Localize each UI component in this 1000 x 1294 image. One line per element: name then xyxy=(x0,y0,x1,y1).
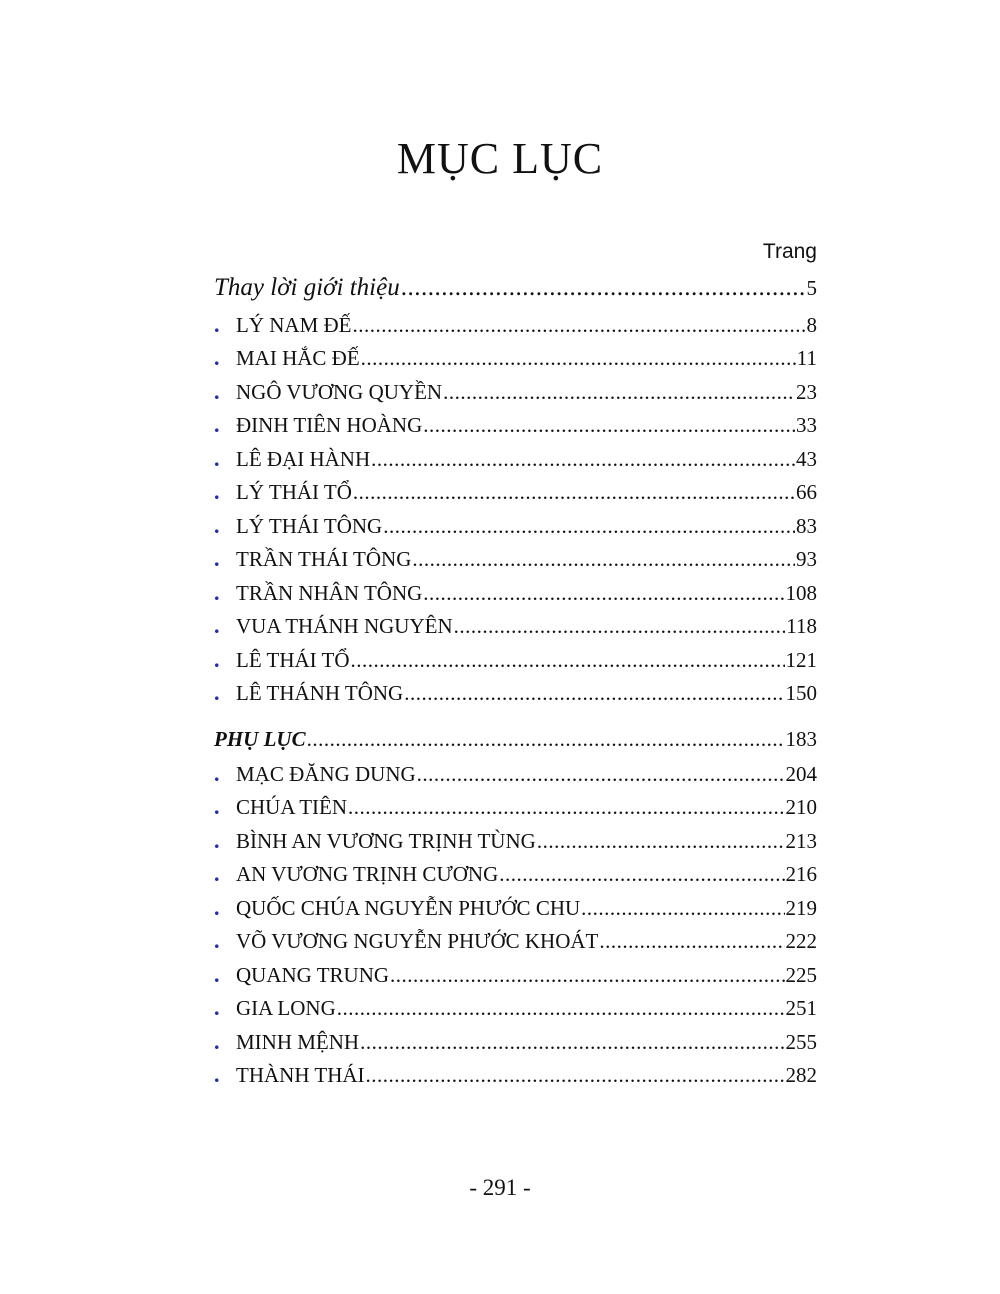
toc-entry xyxy=(214,1062,817,1088)
bullet-icon: . xyxy=(214,995,220,1020)
toc-entry xyxy=(214,613,817,639)
toc-entry-page: 66 xyxy=(796,480,817,504)
toc-entry xyxy=(214,761,817,787)
bullet-icon: . xyxy=(214,895,220,920)
toc-entry-label: LÊ THÁI TỔ xyxy=(236,648,350,672)
toc-entry-page: 210 xyxy=(785,795,817,819)
dot-leader xyxy=(366,1063,785,1088)
toc-entry-label: MINH MỆNH xyxy=(236,1030,360,1054)
toc-entry-page: 255 xyxy=(785,1030,817,1054)
page-title: MỤC LỤC xyxy=(396,134,604,183)
toc-intro-row xyxy=(214,274,817,302)
toc-entry-page: 93 xyxy=(796,547,817,571)
toc-entry-label: QUỐC CHÚA NGUYỄN PHƯỚC CHU xyxy=(236,896,581,920)
dot-leader xyxy=(401,274,806,302)
toc-entry xyxy=(214,995,817,1021)
toc-entry xyxy=(214,680,817,706)
bullet-icon: . xyxy=(214,962,220,987)
toc-entry-page: 204 xyxy=(785,762,817,786)
toc-entry-page: 222 xyxy=(785,929,817,953)
toc-entry xyxy=(214,379,817,405)
bullet-icon: . xyxy=(214,479,220,504)
dot-leader xyxy=(537,829,785,854)
toc-entry-label: VÕ VƯƠNG NGUYỄN PHƯỚC KHOÁT xyxy=(236,929,599,953)
toc-appendix-label: PHỤ LỤC xyxy=(214,727,306,751)
toc-entry xyxy=(214,312,817,338)
bullet-icon: . xyxy=(214,345,220,370)
dot-leader xyxy=(351,648,785,673)
bullet-icon: . xyxy=(214,513,220,538)
bullet-icon: . xyxy=(214,861,220,886)
toc-entry xyxy=(214,962,817,988)
bullet-icon: . xyxy=(214,1029,220,1054)
toc-entry xyxy=(214,546,817,572)
dot-leader xyxy=(417,762,785,787)
toc-entry-page: 43 xyxy=(796,447,817,471)
dot-leader xyxy=(443,380,795,405)
bullet-icon: . xyxy=(214,794,220,819)
bullet-icon: . xyxy=(214,446,220,471)
toc-entry-label: TRẦN THÁI TÔNG xyxy=(236,547,412,571)
dot-leader xyxy=(499,862,784,887)
toc-appendix-page: 183 xyxy=(785,727,817,751)
toc-entry-label: VUA THÁNH NGUYÊN xyxy=(236,614,453,638)
dot-leader xyxy=(307,727,785,752)
toc-intro-label: Thay lời giới thiệu xyxy=(214,274,400,301)
toc-entry xyxy=(214,895,817,921)
toc-entry-label: AN VƯƠNG TRỊNH CƯƠNG xyxy=(236,862,499,886)
bullet-icon: . xyxy=(214,312,220,337)
toc-entry-page: 33 xyxy=(796,413,817,437)
toc-appendix-row xyxy=(214,727,817,752)
toc-entry-page: 23 xyxy=(796,380,817,404)
dot-leader xyxy=(348,795,784,820)
toc-entry-label: THÀNH THÁI xyxy=(236,1063,365,1087)
toc-entry xyxy=(214,446,817,472)
toc-entry-label: ĐINH TIÊN HOÀNG xyxy=(236,413,423,437)
toc-entry xyxy=(214,828,817,854)
toc-entry xyxy=(214,412,817,438)
bullet-icon: . xyxy=(214,412,220,437)
toc-entry-page: 213 xyxy=(785,829,817,853)
toc-entry-label: BÌNH AN VƯƠNG TRỊNH TÙNG xyxy=(236,829,536,853)
toc-entry-label: MAI HẮC ĐẾ xyxy=(236,346,360,370)
toc-entry-label: LÝ THÁI TỔ xyxy=(236,480,352,504)
toc-entry-page: 282 xyxy=(785,1063,817,1087)
toc-entry xyxy=(214,794,817,820)
bullet-icon: . xyxy=(214,928,220,953)
toc-entry-label: NGÔ VƯƠNG QUYỀN xyxy=(236,380,443,404)
toc-entry-label: LÝ THÁI TÔNG xyxy=(236,514,383,538)
toc-entry-page: 118 xyxy=(786,614,817,638)
bullet-icon: . xyxy=(214,546,220,571)
toc-entry-page: 225 xyxy=(785,963,817,987)
toc-entry-page: 216 xyxy=(785,862,817,886)
dot-leader xyxy=(423,581,784,606)
toc-entry-label: GIA LONG xyxy=(236,996,336,1020)
toc-entry xyxy=(214,928,817,954)
dot-leader xyxy=(599,929,784,954)
toc-entry xyxy=(214,861,817,887)
toc-entry-label: MẠC ĐĂNG DUNG xyxy=(236,762,416,786)
toc-entry-page: 219 xyxy=(785,896,817,920)
bullet-icon: . xyxy=(214,647,220,672)
dot-leader xyxy=(337,996,785,1021)
toc-entry-page: 121 xyxy=(785,648,817,672)
toc-entry-label: LÊ THÁNH TÔNG xyxy=(236,681,404,705)
dot-leader xyxy=(353,313,806,338)
bullet-icon: . xyxy=(214,379,220,404)
toc-entry xyxy=(214,580,817,606)
dot-leader xyxy=(454,614,786,639)
toc-entry xyxy=(214,1029,817,1055)
toc-entry-page: 8 xyxy=(806,313,817,337)
bullet-icon: . xyxy=(214,1062,220,1087)
toc-entry-page: 150 xyxy=(785,681,817,705)
dot-leader xyxy=(383,514,795,539)
toc-entry-label: QUANG TRUNG xyxy=(236,963,390,987)
toc-entry-page: 11 xyxy=(796,346,817,370)
toc-entry-page: 251 xyxy=(785,996,817,1020)
bullet-icon: . xyxy=(214,680,220,705)
dot-leader xyxy=(353,480,795,505)
toc-entry-label: LÝ NAM ĐẾ xyxy=(236,313,352,337)
dot-leader xyxy=(412,547,795,572)
toc-entry-label: CHÚA TIÊN xyxy=(236,795,348,819)
bullet-icon: . xyxy=(214,828,220,853)
toc-entry xyxy=(214,513,817,539)
dot-leader xyxy=(581,896,784,921)
bullet-icon: . xyxy=(214,580,220,605)
toc-entry xyxy=(214,647,817,673)
page-column-header: Trang xyxy=(762,240,817,263)
bullet-icon: . xyxy=(214,761,220,786)
dot-leader xyxy=(361,346,796,371)
dot-leader xyxy=(404,681,784,706)
dot-leader xyxy=(360,1030,784,1055)
toc-entry-page: 108 xyxy=(785,581,817,605)
bullet-icon: . xyxy=(214,613,220,638)
toc-entry-label: TRẦN NHÂN TÔNG xyxy=(236,581,423,605)
toc-intro-page: 5 xyxy=(806,276,817,300)
dot-leader xyxy=(390,963,784,988)
toc-entry xyxy=(214,479,817,505)
toc-entry xyxy=(214,345,817,371)
toc-entry-page: 83 xyxy=(796,514,817,538)
dot-leader xyxy=(371,447,795,472)
toc-entry-label: LÊ ĐẠI HÀNH xyxy=(236,447,371,471)
dot-leader xyxy=(423,413,795,438)
page-number: - 291 - xyxy=(469,1175,531,1200)
